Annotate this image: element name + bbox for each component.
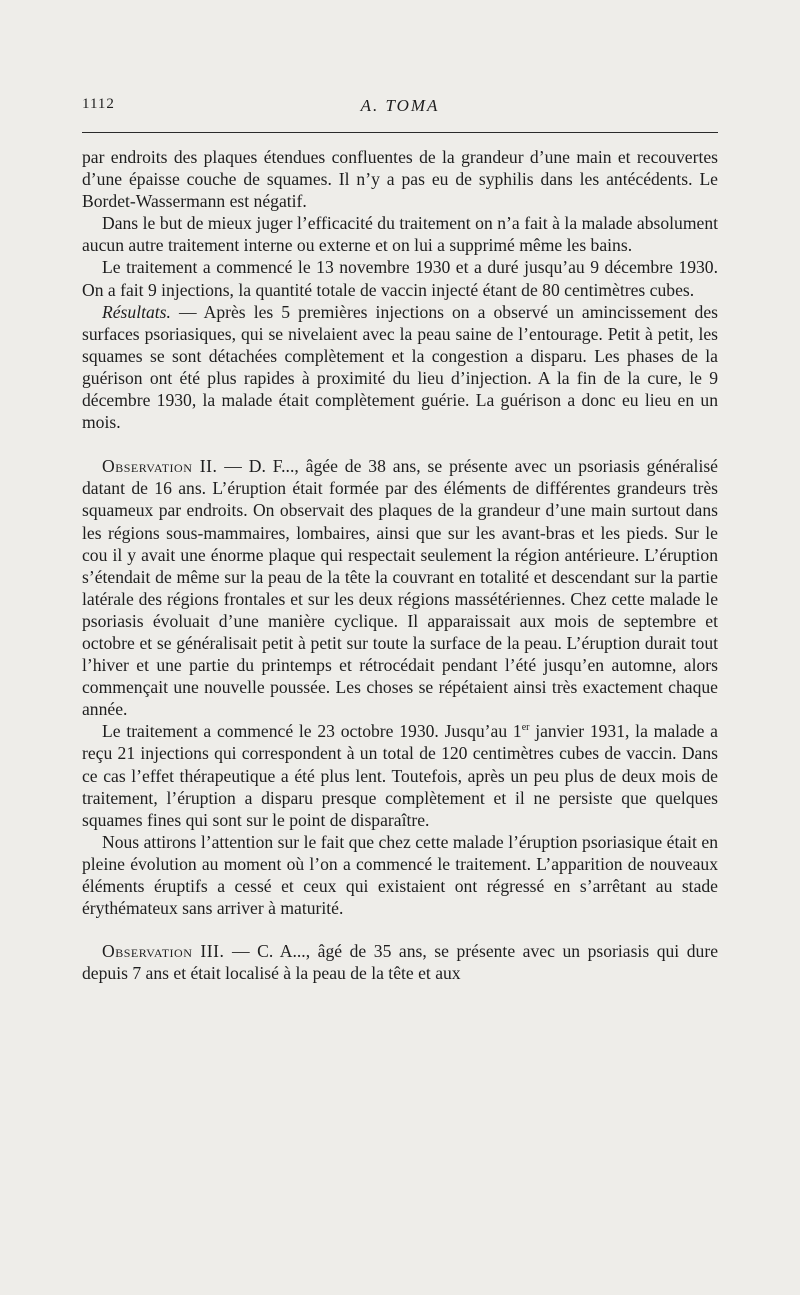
paragraph-text: Dans le but de mieux juger l’efficacité du traitement on n’a fait à la malade absolument aucun autre traitement interne ou externe et on lui a supprimé même les bains. (82, 213, 718, 256)
paragraph-text: Le traitement a commencé le 23 octobre 1930. Jusqu’au 1 (102, 721, 522, 742)
paragraph-text: janvier 1931, la malade a reçu 21 injections qui correspondent à un total de 120 centimètres cubes de vaccin. Dans ce cas l’effet thérapeutique a été plus lent. Toutefois, après un peu plus de deux mois de traitement, l’éruption a disparu presque complètement et il ne persiste que quelques squames fines qui sont sur le point de disparaître. (82, 721, 718, 830)
paragraph-text: Le traitement a commencé le 13 novembre 1930 et a duré jusqu’au 9 décembre 1930. On a fait 9 injections, la quantité totale de vaccin injecté étant de 80 centimètres cubes. (82, 257, 718, 300)
results-label: Résultats. (102, 301, 171, 322)
paragraph (82, 146, 718, 212)
paragraph-text: — C. A..., âgé de 35 ans, se présente avec un psoriasis qui dure depuis 7 ans et était localisé à la peau de la tête et aux (82, 941, 718, 984)
paragraph (82, 831, 718, 919)
page-header (82, 96, 718, 122)
observation-3-label: Observation III. (102, 941, 225, 962)
running-head: A. TOMA (360, 96, 440, 115)
paragraph-text: par endroits des plaques étendues confluentes de la grandeur d’une main et recouvertes d’une épaisse couche de squames. Il n’y a pas eu de syphilis dans les antécédents. Le Bordet-Wassermann est négatif. (82, 147, 718, 212)
superscript: er (521, 722, 530, 734)
body-text (82, 146, 718, 984)
paragraph (82, 256, 718, 300)
observation-2-label: Observation II. (102, 456, 218, 477)
paragraph (82, 720, 718, 830)
paragraph-text: Nous attirons l’attention sur le fait que chez cette malade l’éruption psoriasique était en pleine évolution au moment où l’on a commencé le traitement. L’apparition de nouveaux éléments éruptifs a cessé et ceux qui existaient ont régressé en s’arrêtant au stade érythémateux sans arriver à maturité. (82, 831, 718, 919)
paragraph (82, 212, 718, 256)
observation-2 (82, 455, 718, 720)
page-number: 1112 (82, 96, 115, 112)
paragraph-text: — D. F..., âgée de 38 ans, se présente avec un psoriasis généralisé datant de 16 ans. L’éruption était formée par des éléments de différentes grandeurs très squameux par endroits. On observait des plaques de la grandeur d’une main surtout dans les régions sous-mammaires, lombaires, ainsi que sur les avant-bras et les pieds. Sur le cou il y avait une énorme plaque qui respectait seulement la région antérieure. L’éruption s’étendait de même sur la peau de la tête la couvrant en totalité et descendant sur la partie latérale des régions frontales et sur les deux régions massétériennes. Chez cette malade le psoriasis évoluait d’une manière cyclique. Il apparaissait aux mois de septembre et octobre et se généralisait petit à petit sur toute la surface de la peau. L’éruption durait tout l’hiver et une partie du printemps et rétrocédait pendant l’été jusqu’en automne, alors commençait une nouvelle poussée. Les choses se répétaient ainsi très exactement chaque année. (82, 456, 718, 720)
paragraph-results (82, 301, 718, 434)
header-rule (82, 132, 718, 133)
observation-3 (82, 940, 718, 984)
paragraph-text: — Après les 5 premières injections on a observé un amincissement des surfaces psoriasiques, qui se nivelaient avec la peau saine de l’entourage. Petit à petit, les squames se sont détachées complètement et la congestion a disparu. Les phases de la guérison ont été plus rapides à proximité du lieu d’injection. A la fin de la cure, le 9 décembre 1930, la malade était complètement guérie. La guérison a donc eu lieu en un mois. (82, 301, 718, 433)
